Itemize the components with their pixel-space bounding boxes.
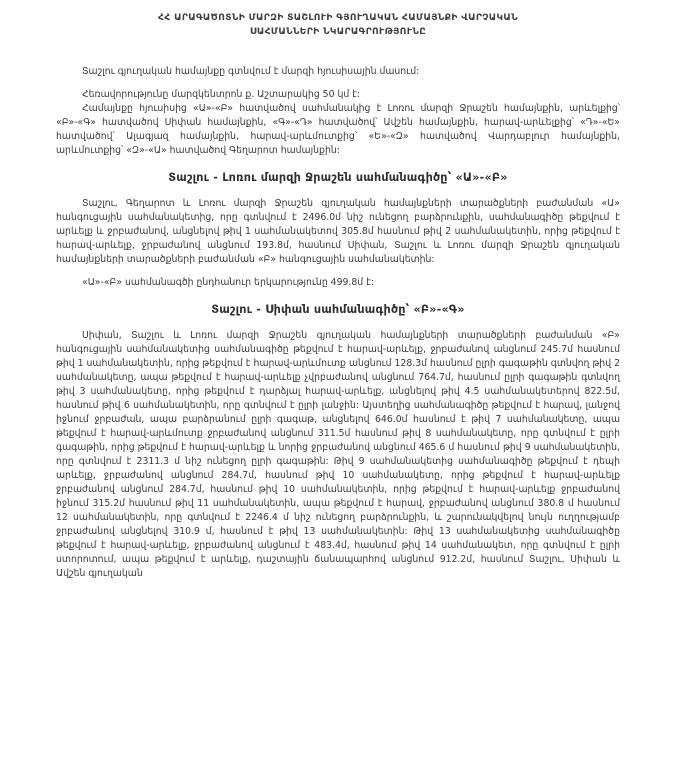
section-2-paragraph-1: Սիփան, Տաշլու և Լոռու մարզի Ջրաշեն գյուղական համայնքների տարածքների բաժանման «Բ» հանգուցային սահմանակետից սահմանագիծը թեքվում է հարավ-արևելք, ջրբաժանով անցնում 245.7մ հասնում թիվ 1 սահմանակետին, որից թեքվում է հարավ-արևմուտք անցնում 128.3մ հասնում ըլրի գագաթին գտնվող թիվ 2 սահմանակետը, ապա թեքվում է հարավ-արևելք չվրբաժանով անցնում 764.7մ, հասնում ըլրի գագաթին գտնվող թիվ 3 սահմանակետը, որից թեքվում է դարձյալ հարավ-արևելք, անցնելով թիվ 4.5 սահմանակետերով 822.5մ, հասնում թիվ 6 սահմանակետին, որը գտնվում է ըլրի լանջին: Այստեղից սահմանագիծը թեքվում է հարավ, լանջով իջնում ջրբաժան, ապա բարձրանում ըլրի գագաթ, անցնելով 646.0մ հասնում է թիվ 7 սահմանակետը, ապա թեքվում է հարավ-արևմուտք ջրբաժանով անցնում 311.5մ հասնում թիվ 8 սահմանակետը, որը գտնվում է ըլրի գագաթին, որից թեքվում է հարավ-արևելք և նորից ջրբաժանով անցնում 465.6 մ հասնում թիվ 9 սահմանակետին, որը գտնվում է 2311.3 մ նիշ ունեցող ըլրի գագաթին: Թիվ 9 սահմանակետից սահմանագիծը թեքվում է դեպի արևելք, ջրբաժանով անցնում 284.7մ, հասնում թիվ 10 սահմանակետը, որից թեքվում է հարավ-արևելք ջրբաժանով անցնում 284.7մ, հասնում թիվ 10 սահմանակետին, որից թեքվում է հարավ-արևելք ջրբաժանով իջնում 315.2մ հասնում թիվ 11 սահմանակետին, ապա թեքվում է հարավ, ջրբաժանով անցնում 380.8 մ հասնում 12 սահմանակետին, որը գտնվում է 2246.4 մ նիշ ունեցող բարձրունքին, և շարունակվելով նույն ուղղությամբ ջրբաժանով անցնելով 310.9 մ, հասնում է թիվ 13 սահմանակետին: Թիվ 13 սահմանակետից սահմանագիծը թեքվում է հարավ-արևելք, ջրբաժանով անցնում է 483.4մ, հասնում թիվ 14 սահմանակետ, որը գտնվում է ըլրի ստորոտում, ապա թեքվում է արևելք, դաշտային ճանապարհով անցնում 912.2մ, հասնում Տաշլու, Սիփան և Ավշեն գյուղական xyxy=(56,330,620,579)
page-title-line-2: ՍԱՀՄԱՆՆԵՐԻ ՆԿԱՐԱԳՐՈՒԹՅՈՒՆԸ xyxy=(249,26,427,37)
spacer xyxy=(56,79,620,88)
intro-paragraph-1: Տաշլու գյուղական համայնքը գտնվում է մարզի հյուսիսային մասում: xyxy=(82,66,420,77)
section-1-paragraph-2: «Ա»-«Բ» սահմանագծի ընդհանուր երկարությունը 499.8մ է: xyxy=(82,277,375,288)
section-heading-1: Տաշլու - Լոռու մարզի Ջրաշեն սահմանագիծը՝ «Ա»-«Բ» xyxy=(168,171,508,184)
intro-paragraph-3: Համայնքը հյուսիսից «Ա»-«Բ» հատվածով սահմանակից է Լոռու մարզի Ջրաշեն համայնքին, արևելքից՝ «Բ»-«Գ» հատվածով Սիփան համայնքին, «Գ»-«Դ» հատվածով՝ Ավշեն համայնքին, հարավ-արևելքից՝ «Դ»-«Ե» հատվածով՝ Ալագյազ համայնքին, հարավ-արևմուտքից՝ «Ե»-«Զ» հատվածով Վարդաբլուր համայնքին, արևմուտքից՝ «Զ»-«Ա» հատվածով Գեղարոտ համայնքին: xyxy=(56,103,620,156)
spacer xyxy=(56,186,620,197)
intro-paragraph-2: Հեռավորությունը մարզկենտրոն ք. Աշտարակից 50 կմ է: xyxy=(82,89,361,100)
section-heading-2: Տաշլու - Սիփան սահմանագիծը՝ «Բ»-«Գ» xyxy=(211,303,465,316)
spacer xyxy=(56,267,620,276)
spacer xyxy=(56,39,620,65)
spacer xyxy=(56,318,620,329)
section-1-paragraph-1: Տաշլու, Գեղարոտ և Լոռու մարզի Ջրաշեն գյուղական համայնքների տարածքների բաժանման «Ա» հանգուցային սահմանակետից, որը գտնվում է 2496.0մ նիշ ունեցող բարձրունքին, սահմանագիծը թեքվում է արևելք և ջրբաժանով, անցնելով թիվ 1 սահմանակետով 305.8մ հասնում թիվ 2 սահմանակետին, որից թեքվում է հարավ-արևելք, ջրբաժանով անցնում 193.8մ, հասնում Սիփան, Տաշլու և Լոռու մարզի Ջրաշեն գյուղական համայնքների տարածքների բաժանման «Բ» հանգուցային սահմանակետին: xyxy=(56,198,620,265)
page-title xyxy=(56,12,620,39)
page-title-line-1: ՀՀ ԱՐԱԳԱԾՈՏՆԻ ՄԱՐԶԻ ՏԱՇԼՈՒԻ ԳՅՈՒՂԱԿԱՆ ՀԱՄԱՅՆՔԻ ՎԱՐՉԱԿԱՆ xyxy=(158,13,518,23)
spacer xyxy=(56,158,620,170)
spacer xyxy=(56,290,620,302)
